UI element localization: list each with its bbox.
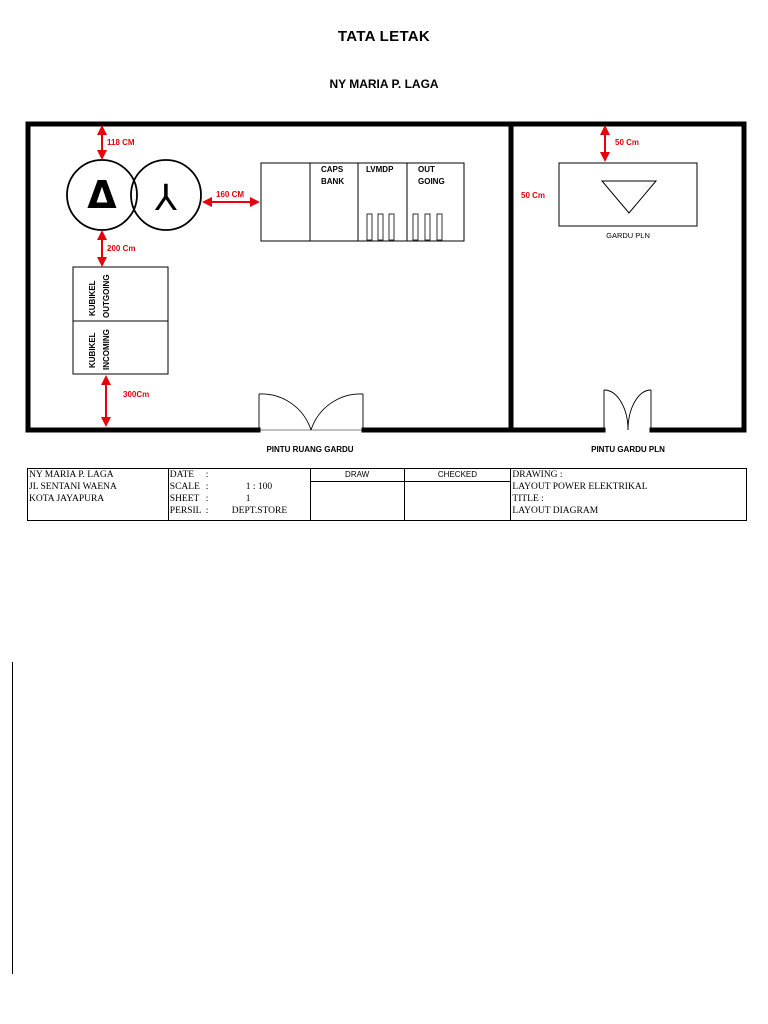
outgoing-breakers	[413, 214, 442, 240]
field-date: DATE :	[169, 470, 209, 480]
checked-signature	[404, 482, 511, 521]
kubikel-incoming-label-1: KUBIKEL	[88, 332, 97, 368]
caps-label-1: CAPS	[321, 165, 344, 174]
caps-label-2: BANK	[321, 177, 345, 186]
title-label: TITLE :	[512, 494, 544, 504]
panel-row	[261, 163, 464, 241]
dim-trafo-kubikel-label: 200 Cm	[107, 244, 136, 253]
panel-blank	[261, 163, 310, 241]
pln-door-label: PINTU GARDU PLN	[591, 445, 665, 454]
dim-pln-side-label: 50 Cm	[521, 191, 546, 200]
title-block	[27, 468, 747, 521]
wye-symbol: ⅄	[155, 178, 177, 219]
owner-cell	[28, 469, 169, 521]
floor-plan	[0, 0, 768, 460]
page-subtitle: NY MARIA P. LAGA	[329, 77, 439, 91]
drawing-value: LAYOUT POWER ELEKTRIKAL	[512, 482, 648, 492]
kubikel-incoming-label-2: INCOMING	[102, 329, 111, 370]
draw-signature	[310, 482, 404, 521]
owner-address: JL SENTANI WAENA	[29, 482, 117, 492]
field-sheet: SHEET : 1	[169, 494, 251, 504]
draw-header: DRAW	[310, 469, 404, 482]
dim-trafo-panel-label: 160 CM	[216, 190, 245, 199]
outgoing-label-1: OUT	[418, 165, 435, 174]
pln-door	[604, 390, 651, 430]
page-title: TATA LETAK	[337, 28, 431, 45]
dim-kubikel-wall-label: 300Cm	[123, 390, 150, 399]
drawing-cell	[511, 469, 747, 521]
kubikel-outgoing-label-1: KUBIKEL	[88, 280, 97, 316]
dim-pln-top-label: 50 Cm	[615, 138, 640, 147]
kubikel-outgoing-label-2: OUTGOING	[102, 274, 111, 318]
owner-city: KOTA JAYAPURA	[29, 494, 105, 504]
dim-top-label: 118 CM	[107, 138, 135, 147]
outgoing-label-2: GOING	[418, 177, 445, 186]
checked-header: CHECKED	[404, 469, 511, 482]
field-scale: SCALE : 1 : 100	[169, 482, 273, 492]
main-door	[259, 394, 363, 430]
fields-cell	[168, 469, 310, 521]
gardu-pln-label: GARDU PLN	[606, 231, 650, 240]
dimension-arrows	[102, 127, 605, 425]
owner-name: NY MARIA P. LAGA	[29, 470, 114, 480]
main-door-label: PINTU RUANG GARDU	[266, 445, 354, 454]
panel-labels	[321, 165, 445, 186]
delta-symbol: Δ	[87, 173, 117, 217]
field-persil: PERSIL : DEPT.STORE	[169, 506, 288, 516]
pln-transformer-triangle	[602, 181, 656, 213]
lvmdp-label: LVMDP	[366, 165, 394, 174]
panel-lvmdp	[358, 163, 407, 241]
margin-line	[12, 662, 13, 974]
title-value: LAYOUT DIAGRAM	[512, 506, 599, 516]
lvmdp-breakers	[367, 214, 394, 240]
drawing-label: DRAWING :	[512, 470, 563, 480]
panel-caps-bank	[310, 163, 358, 241]
panel-out-going	[407, 163, 464, 241]
transformer	[67, 160, 201, 230]
gardu-pln-box	[559, 163, 697, 226]
